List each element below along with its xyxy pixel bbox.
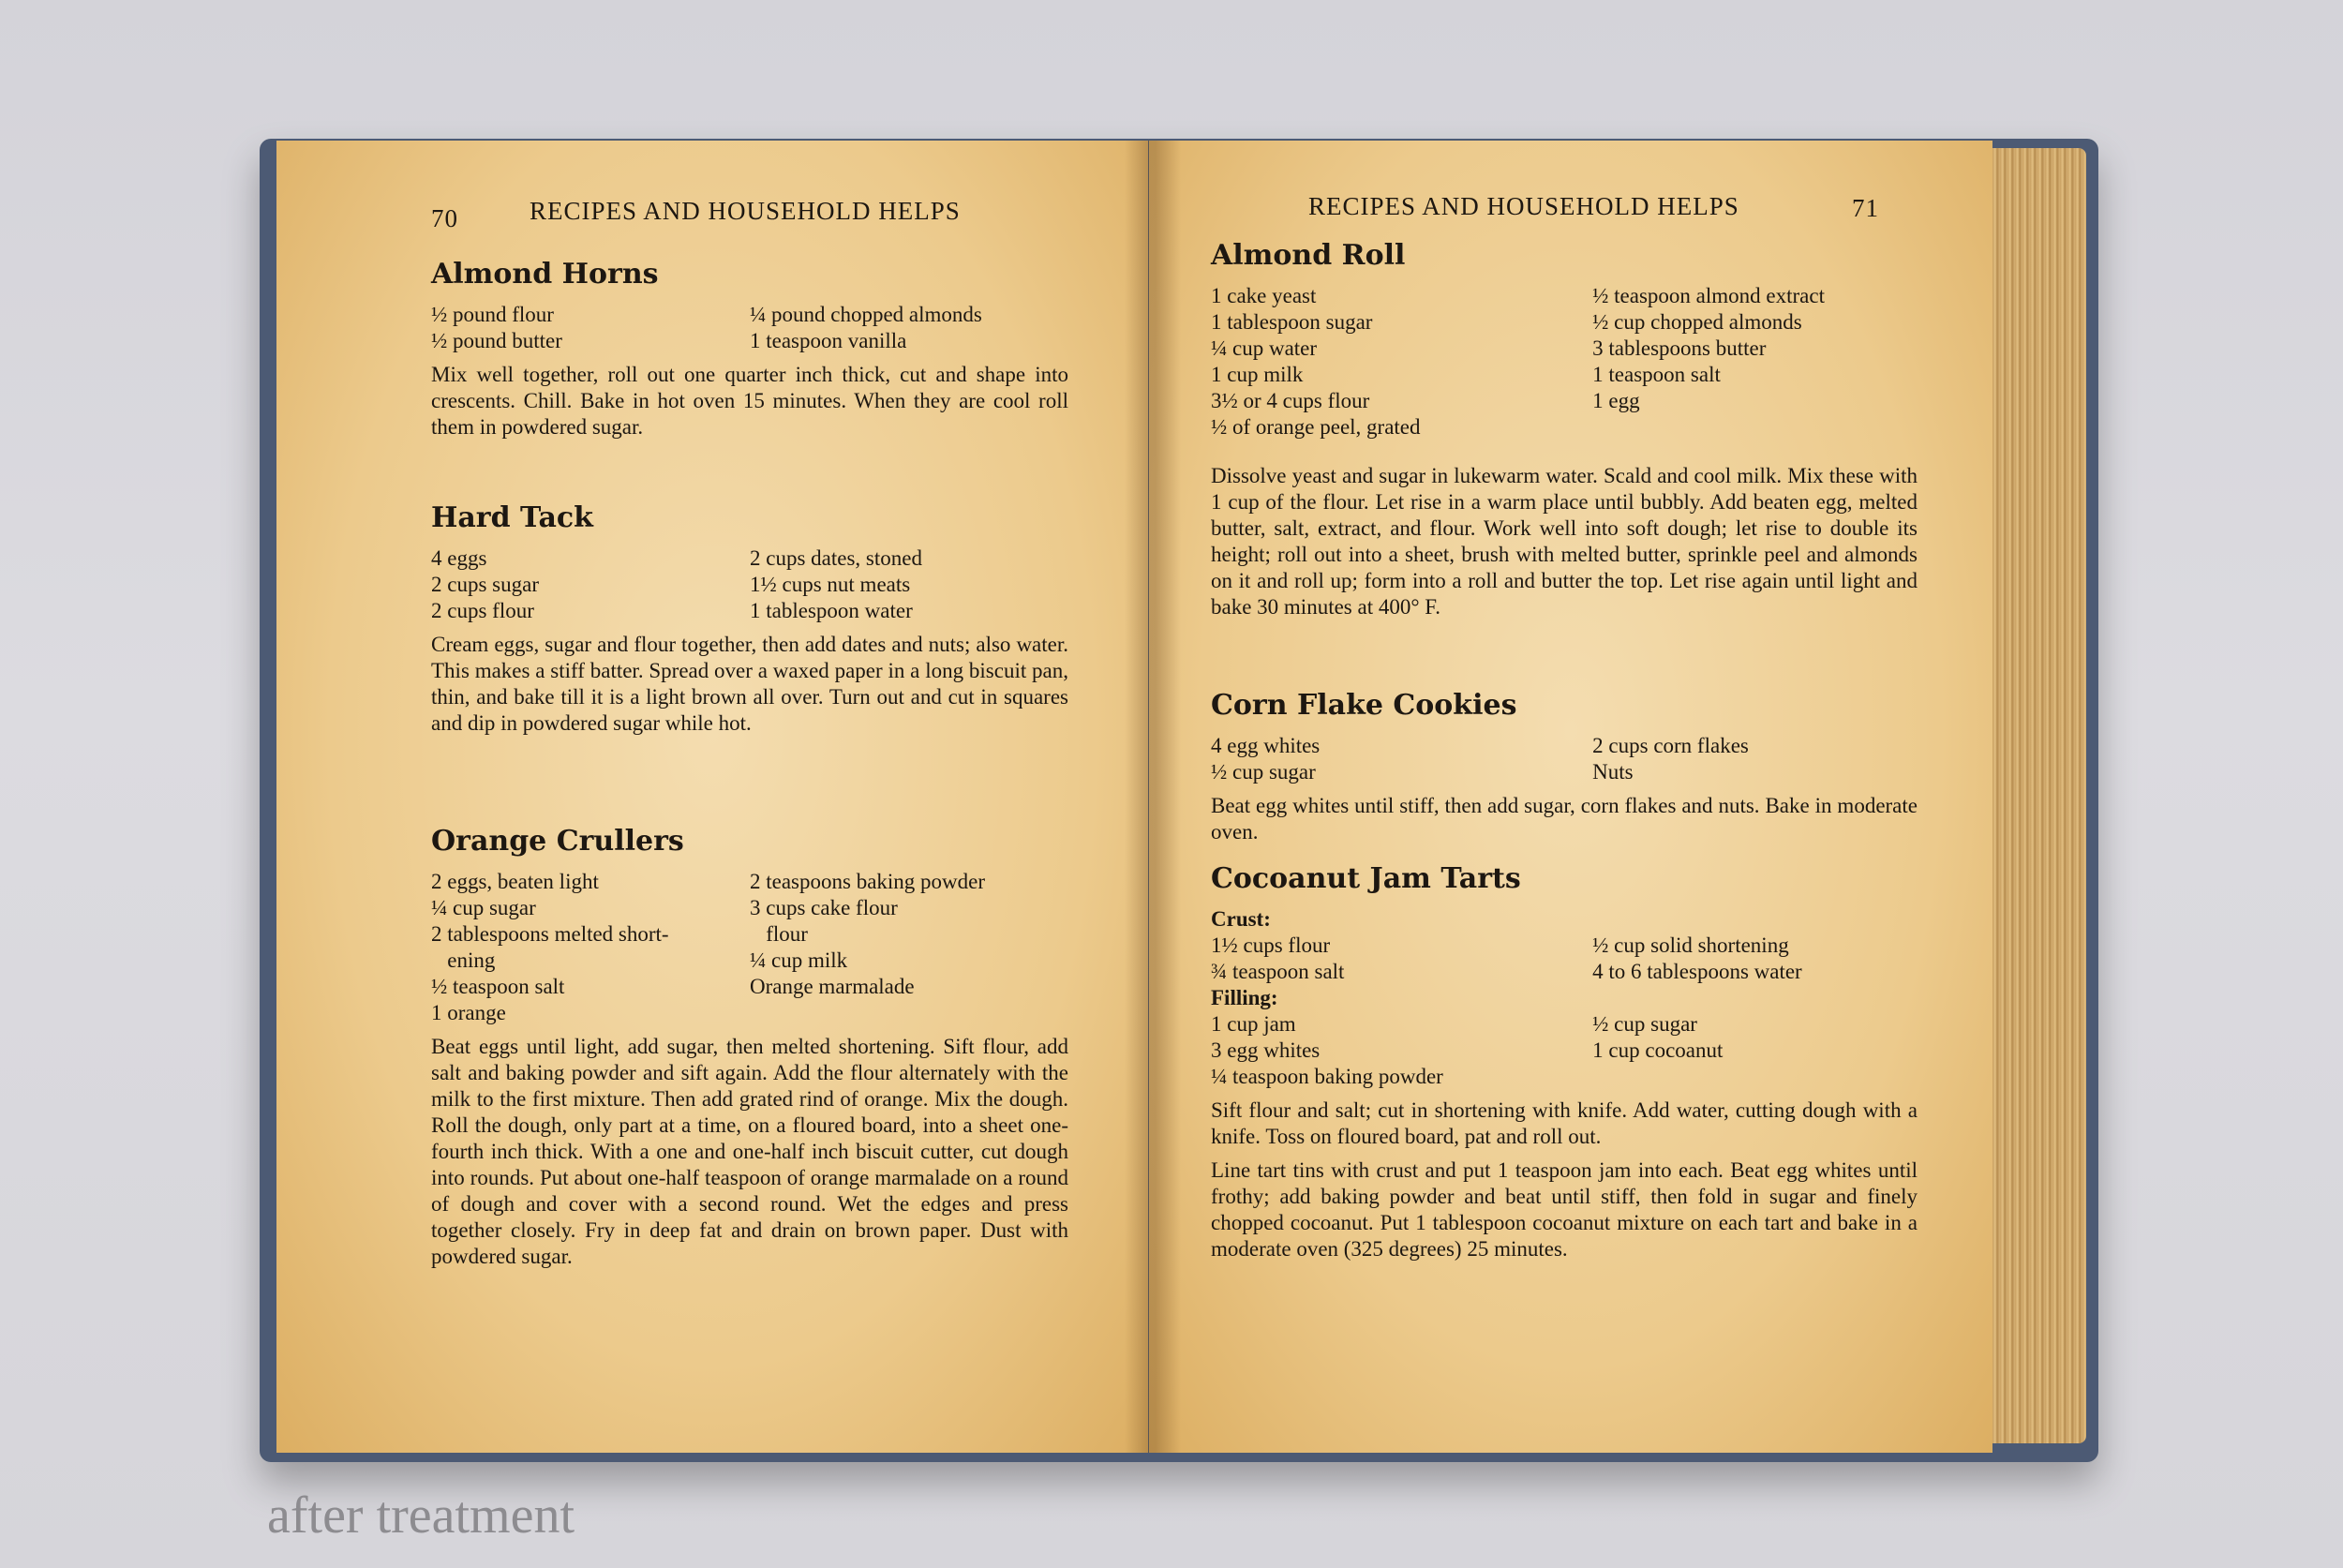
- ingredients: [1211, 733, 1918, 785]
- recipe-almond-horns: [431, 258, 1068, 441]
- ingredient: 1 teaspoon salt: [1592, 363, 1721, 386]
- caption: after treatment: [267, 1486, 575, 1545]
- ingredients-col-a: [431, 545, 750, 624]
- crust-col-a: [1211, 933, 1592, 985]
- crust-ingredients: [1211, 933, 1918, 985]
- crust-label: Crust:: [1211, 907, 1271, 931]
- recipe-orange-crullers: [431, 825, 1068, 1270]
- running-head: RECIPES AND HOUSEHOLD HELPS: [1308, 192, 1739, 220]
- ingredient: ½ cup chopped almonds: [1592, 310, 1802, 334]
- recipe-hard-tack: [431, 501, 1068, 737]
- recipe-title: Hard Tack: [431, 501, 593, 534]
- ingredient: 1 orange: [431, 1001, 506, 1024]
- ingredients-col-a: [431, 302, 750, 354]
- ingredient: 1 tablespoon water: [750, 599, 913, 622]
- filling-label: Filling:: [1211, 986, 1278, 1009]
- filling-col-a: [1211, 1011, 1592, 1090]
- recipe-title: Almond Horns: [431, 258, 659, 291]
- ingredients: [431, 302, 1068, 354]
- ingredients-col-a: [1211, 283, 1592, 441]
- ingredient: ½ cup solid shortening: [1592, 933, 1789, 957]
- ingredient: 1 cup cocoanut: [1592, 1038, 1724, 1062]
- ingredient: 4 egg whites: [1211, 734, 1321, 757]
- ingredient: ¼ cup sugar: [431, 896, 536, 919]
- ingredient: 3 cups cake flour: [750, 896, 898, 919]
- recipe-title: Corn Flake Cookies: [1211, 689, 1517, 722]
- ingredients: [1211, 283, 1918, 441]
- left-header: [276, 197, 1148, 234]
- ingredient: 1 teaspoon vanilla: [750, 329, 907, 352]
- ingredient: ¼ teaspoon baking powder: [1211, 1065, 1443, 1088]
- ingredient: flour: [750, 922, 808, 946]
- page-number: 70: [431, 204, 458, 232]
- recipe-instructions: Beat eggs until light, add sugar, then melted shortening. Sift flour, add salt and baking powder and sift again. Add the flour alternately with the milk to the first mixture. Then add grated rind of orange. Mix the dough. Roll the dough, only part at a time, on a floured board, into a sheet one-fourth inch thick. With a one and one-half inch biscuit cutter, cut dough into rounds. Put about one-half teaspoon of orange marmalade on a round of dough and cover with a second round. Wet the edges and press together closely. Fry in deep fat and drain on brown paper. Dust with powdered sugar.: [431, 1035, 1068, 1268]
- ingredient: 1 cup milk: [1211, 363, 1304, 386]
- recipe-instructions: Mix well together, roll out one quarter inch thick, cut and shape into crescents. Chill. Bake in hot oven 15 minutes. When they are cool roll them in powdered sugar.: [431, 363, 1068, 439]
- ingredient: 2 cups flour: [431, 599, 534, 622]
- ingredients: [431, 869, 1068, 1026]
- ingredient: 1½ cups nut meats: [750, 573, 911, 596]
- page-edges: [1992, 148, 2086, 1443]
- filling-col-b: [1592, 1011, 1918, 1090]
- recipe-instructions: Cream eggs, sugar and flour together, then add dates and nuts; also water. This makes a stiff batter. Spread over a waxed paper in a long biscuit pan, thin, and bake till it is a light brown all over. Turn out and cut in squares and dip in powdered sugar while hot.: [431, 633, 1068, 735]
- right-page: [1149, 141, 1992, 1453]
- ingredient: 2 cups sugar: [431, 573, 539, 596]
- ingredient: ½ pound butter: [431, 329, 562, 352]
- recipe-instructions: Sift flour and salt; cut in shortening with knife. Add water, cutting dough with a knife. Toss on floured board, pat and roll out.: [1211, 1098, 1918, 1148]
- ingredient: 2 eggs, beaten light: [431, 870, 599, 893]
- ingredient: 1 tablespoon sugar: [1211, 310, 1373, 334]
- ingredient: ¼ pound chopped almonds: [750, 303, 982, 326]
- ingredient: 1 cake yeast: [1211, 284, 1317, 307]
- ingredient: ening: [431, 948, 496, 972]
- left-page: [276, 141, 1148, 1453]
- recipe-instructions: Line tart tins with crust and put 1 teaspoon jam into each. Beat egg whites until frothy; add baking powder and beat until stiff, then fold in sugar and finely chopped cocoanut. Put 1 tablespoon cocoanut mixture on each tart and bake in a moderate oven (325 degrees) 25 minutes.: [1211, 1158, 1918, 1261]
- ingredient: 3½ or 4 cups flour: [1211, 389, 1370, 412]
- recipe-corn-flake-cookies: [1211, 689, 1918, 845]
- ingredient: 4 to 6 tablespoons water: [1592, 960, 1802, 983]
- ingredient: ½ cup sugar: [1592, 1012, 1697, 1036]
- page-number: 71: [1852, 194, 1879, 222]
- ingredient: 3 egg whites: [1211, 1038, 1321, 1062]
- ingredient: Orange marmalade: [750, 975, 915, 998]
- ingredients: [431, 545, 1068, 624]
- ingredient: 2 cups corn flakes: [1592, 734, 1749, 757]
- recipe-title: Cocoanut Jam Tarts: [1211, 862, 1521, 895]
- ingredients-col-b: [750, 302, 1068, 354]
- ingredient: ¾ teaspoon salt: [1211, 960, 1345, 983]
- ingredient: ¼ cup milk: [750, 948, 848, 972]
- ingredient: ½ cup sugar: [1211, 760, 1316, 784]
- book-spine: [1125, 141, 1181, 1453]
- ingredients-col-b: [1592, 733, 1918, 785]
- running-head: RECIPES AND HOUSEHOLD HELPS: [530, 197, 961, 225]
- ingredient: 2 cups dates, stoned: [750, 546, 922, 570]
- ingredients-col-b: [1592, 283, 1918, 441]
- right-header: [1149, 192, 1992, 234]
- recipe-title: Almond Roll: [1211, 239, 1406, 272]
- recipe-almond-roll: [1211, 239, 1918, 620]
- ingredients-col-b: [750, 545, 1068, 624]
- ingredient: ½ of orange peel, grated: [1211, 415, 1421, 439]
- recipe-title: Orange Crullers: [431, 825, 684, 858]
- crust-col-b: [1592, 933, 1918, 985]
- ingredient: Nuts: [1592, 760, 1634, 784]
- ingredients-col-a: [1211, 733, 1592, 785]
- ingredient: ¼ cup water: [1211, 336, 1318, 360]
- ingredient: 2 tablespoons melted short-: [431, 922, 669, 946]
- ingredient: ½ pound flour: [431, 303, 554, 326]
- recipe-instructions: Beat egg whites until stiff, then add sugar, corn flakes and nuts. Bake in moderate oven.: [1211, 794, 1918, 844]
- ingredient: ½ teaspoon almond extract: [1592, 284, 1825, 307]
- ingredient: 1 egg: [1592, 389, 1640, 412]
- filling-ingredients: [1211, 1011, 1918, 1090]
- ingredient: 4 eggs: [431, 546, 487, 570]
- ingredient: ½ teaspoon salt: [431, 975, 565, 998]
- ingredients-col-a: [431, 869, 750, 1026]
- ingredient: 1½ cups flour: [1211, 933, 1331, 957]
- ingredients-col-b: [750, 869, 1068, 1026]
- ingredient: 2 teaspoons baking powder: [750, 870, 986, 893]
- ingredient: 3 tablespoons butter: [1592, 336, 1767, 360]
- recipe-cocoanut-jam-tarts: [1211, 862, 1918, 1262]
- ingredient: 1 cup jam: [1211, 1012, 1296, 1036]
- recipe-instructions: Dissolve yeast and sugar in lukewarm water. Scald and cool milk. Mix these with 1 cup of the flour. Let rise in a warm place until bubbly. Add beaten egg, melted butter, salt, extract, and flour. Work well into soft dough; let rise to double its height; roll out into a sheet, brush with melted butter, sprinkle peel and almonds on it and roll up; form into a roll and butter the top. Let rise again until light and bake 30 minutes at 400° F.: [1211, 464, 1918, 619]
